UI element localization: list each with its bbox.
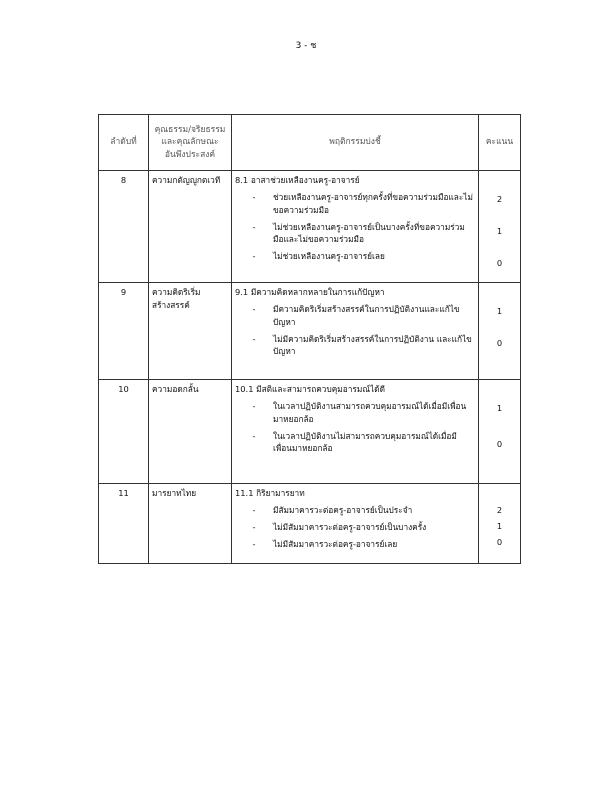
row-number: 10: [99, 380, 149, 484]
score-value: 2: [496, 505, 503, 515]
table-row: [99, 283, 521, 380]
table-row: [99, 171, 521, 283]
row-number: 8: [99, 171, 149, 283]
behavior-item: - ช่วยเหลืองานครู-อาจารย์ทุกครั้งที่ขอความร่วมมือและไม่ขอความร่วมมือ: [252, 191, 473, 215]
behavior-item: - ไม่มีความคิดริเริ่มสร้างสรรค์ในการปฏิบัติงาน และแก้ไขปัญหา: [252, 333, 472, 357]
row-behavior: [232, 283, 479, 380]
row-scores: [479, 283, 521, 380]
behavior-item: - ไม่มีสัมมาคารวะต่อครู-อาจารย์เป็นบางครั้ง: [252, 521, 427, 532]
score-value: 0: [496, 439, 503, 449]
row-scores: [479, 484, 521, 564]
behavior-item: - ในเวลาปฏิบัติงานสามารถควบคุมอารมณ์ได้เมื่อมีเพื่อนมาหยอกล้อ: [252, 400, 467, 424]
behavior-item: - ไม่ช่วยเหลืองานครู-อาจารย์เป็นบางครั้งที่ขอความร่วมมือและไม่ขอความร่วมมือ: [252, 221, 465, 245]
table-row: [99, 484, 521, 564]
assessment-table: [98, 114, 521, 564]
behavior-item: - มีสัมมาคารวะต่อครู-อาจารย์เป็นประจำ: [252, 504, 413, 515]
score-value: 0: [496, 338, 503, 348]
behavior-item: - ในเวลาปฏิบัติงานไม่สามารถควบคุมอารมณ์ได้เมื่อมีเพื่อนมาหยอกล้อ: [252, 430, 457, 454]
score-value: 0: [496, 258, 503, 268]
score-value: 1: [496, 306, 503, 316]
header-score: คะแนน: [479, 115, 521, 171]
row-scores: [479, 380, 521, 484]
score-value: 1: [496, 521, 503, 531]
score-value: 1: [496, 226, 503, 236]
row-number: 9: [99, 283, 149, 380]
header-behavior: พฤติกรรมบ่งชี้: [232, 115, 479, 171]
score-value: 0: [496, 537, 503, 547]
score-value: 2: [496, 194, 503, 204]
behavior-item: - มีความคิดริเริ่มสร้างสรรค์ในการปฏิบัติงานและแก้ไขปัญหา: [252, 303, 460, 327]
behavior-item: - ไม่ช่วยเหลืองานครู-อาจารย์เลย: [252, 251, 385, 262]
row-behavior: [232, 380, 479, 484]
row-trait: มารยาทไทย: [149, 484, 232, 564]
behavior-heading: 9.1 มีความคิดหลากหลายในการแก้ปัญหา: [235, 287, 385, 297]
behavior-heading: 11.1 กิริยามารยาท: [235, 488, 305, 498]
row-trait: ความคิดริเริ่มสร้างสรรค์: [149, 283, 232, 380]
behavior-item: - ไม่มีสัมมาคารวะต่อครู-อาจารย์เลย: [252, 538, 398, 549]
row-number: 11: [99, 484, 149, 564]
behavior-heading: 10.1 มีสติและสามารถควบคุมอารมณ์ได้ดี: [235, 384, 385, 394]
header-trait: คุณธรรม/จริยธรรม และคุณลักษณะ อันพึงประสงค์: [149, 115, 232, 171]
row-behavior: [232, 484, 479, 564]
header-row: [99, 115, 521, 171]
row-trait: ความอดกลั้น: [149, 380, 232, 484]
behavior-heading: 8.1 อาสาช่วยเหลืองานครู-อาจารย์: [235, 175, 360, 185]
row-trait: ความกตัญญูกตเวที: [149, 171, 232, 283]
table-row: [99, 380, 521, 484]
score-value: 1: [496, 403, 503, 413]
page-number: 3 - ช: [295, 41, 317, 51]
row-behavior: [232, 171, 479, 283]
header-no: ลำดับที่: [99, 115, 149, 171]
row-scores: [479, 171, 521, 283]
